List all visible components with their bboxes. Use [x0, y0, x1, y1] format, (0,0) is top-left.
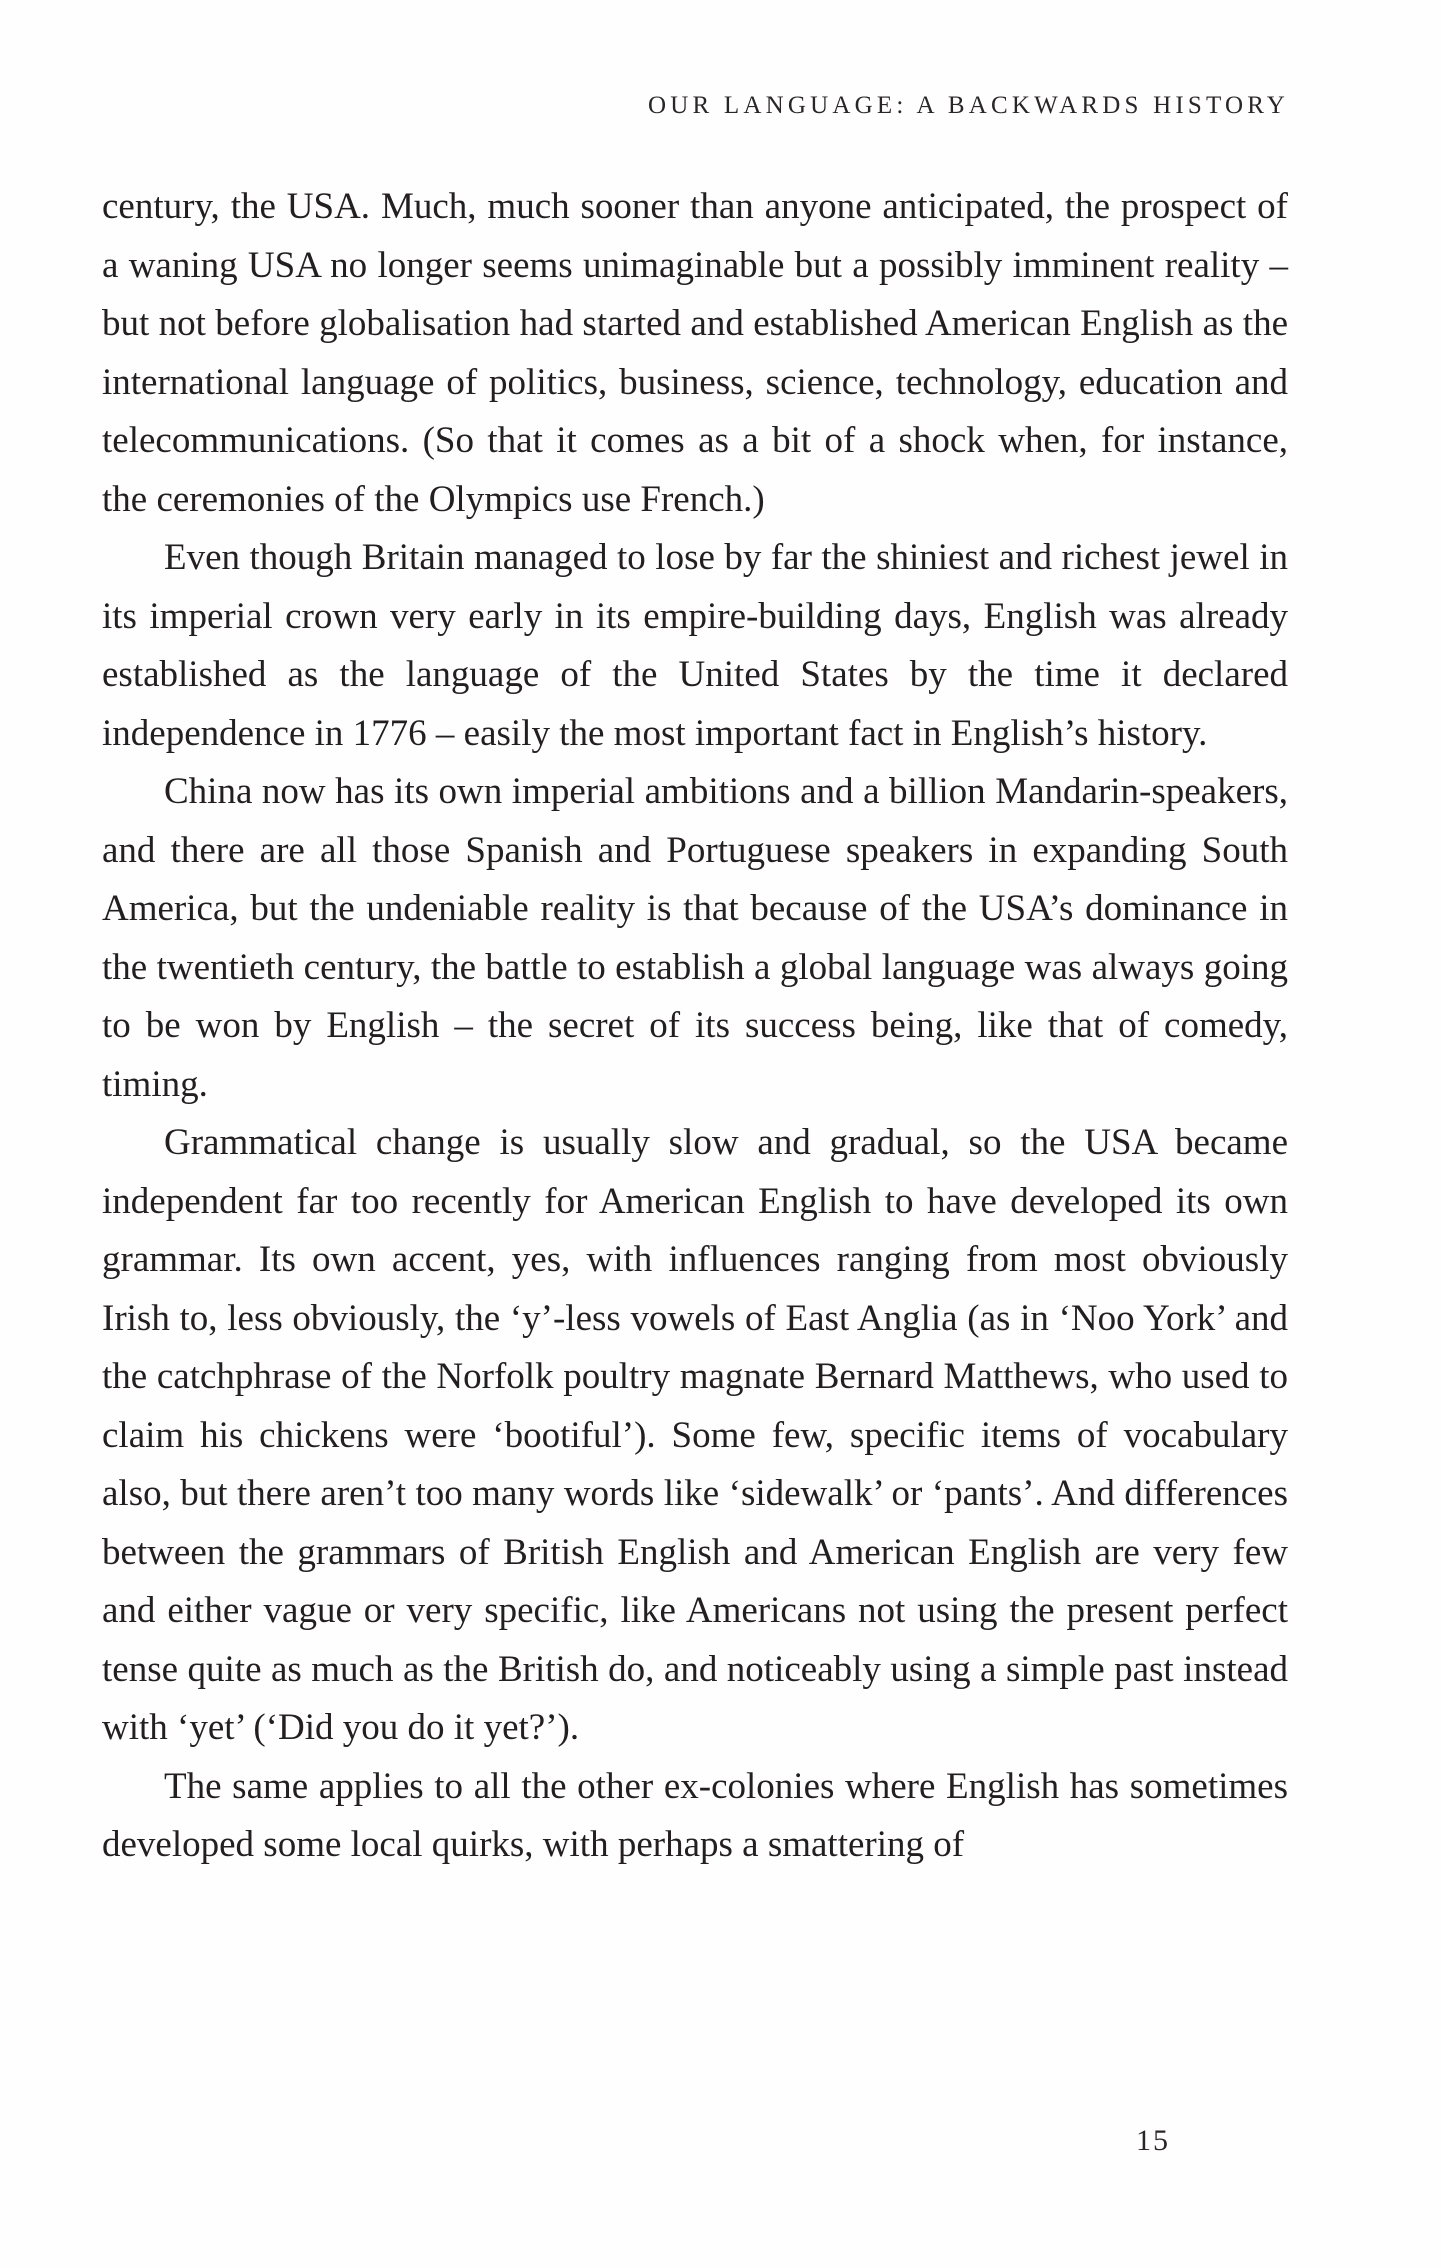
- running-head: OUR LANGUAGE: A BACKWARDS HISTORY: [648, 92, 1289, 119]
- paragraph-5: The same applies to all the other ex-colonies where English has sometimes developed some local quirks, with perhaps a smattering of: [102, 1765, 1288, 1865]
- page-number: 15: [1136, 2124, 1170, 2157]
- body-text: [102, 178, 1288, 1875]
- paragraph-2: Even though Britain managed to lose by far the shiniest and richest jewel in its imperial crown very early in its empire-building days, English was already established as the language of the United States by the time it declared independence in 1776 – easily the most important fact in English’s history.: [102, 537, 1288, 754]
- paragraph-3: China now has its own imperial ambitions and a billion Mandarin-speakers, and there are all those Spanish and Portuguese speakers in expanding South America, but the undeniable reality is that because of the USA’s dominance in the twentieth century, the battle to establish a global language was always going to be won by English – the secret of its success being, like that of comedy, timing.: [102, 771, 1288, 1105]
- paragraph-1: century, the USA. Much, much sooner than anyone anticipated, the prospect of a waning USA no longer seems unimaginable but a possibly imminent reality – but not before globalisation had started and established American English as the international language of politics, business, science, technology, education and telecommunications. (So that it comes as a bit of a shock when, for instance, the ceremonies of the Olympics use French.): [102, 186, 1288, 520]
- paragraph-4: Grammatical change is usually slow and gradual, so the USA became independent far too recently for American English to have developed its own grammar. Its own accent, yes, with influences ranging from most obviously Irish to, less obviously, the ‘y’-less vowels of East Anglia (as in ‘Noo York’ and the catchphrase of the Norfolk poultry magnate Bernard Matthews, who used to claim his chickens were ‘bootiful’). Some few, specific items of vocabulary also, but there aren’t too many words like ‘sidewalk’ or ‘pants’. And differences between the grammars of British English and American English are very few and either vague or very specific, like Americans not using the present perfect tense quite as much as the British do, and noticeably using a simple past instead with ‘yet’ (‘Did you do it yet?’).: [102, 1122, 1288, 1748]
